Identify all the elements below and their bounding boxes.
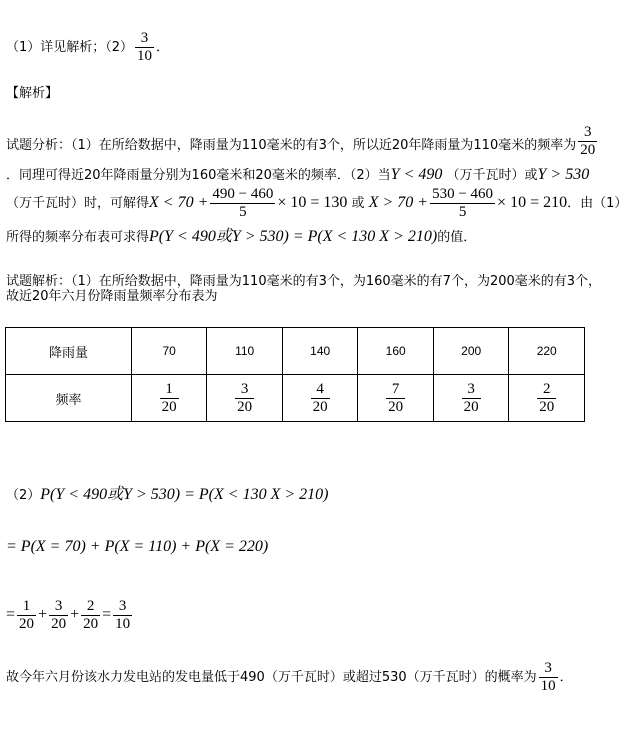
row-label-frequency: 频率	[6, 375, 132, 422]
eq3-fraction: $\frac{2}{20}$	[83, 598, 99, 632]
conclusion-line: 故今年六月份该水力发电站的发电量低于490（万千瓦时）或超过530（万千瓦时）的概率为 $\frac{3}{10}$ ．	[6, 660, 573, 694]
analysis-line-3: （万千瓦时）时，可解得X < 70 + $\frac{490 - 460}{5}$ × 10 = 130 或 X > 70 + $\frac{530 - 460}{5}$ × 10 = 210．由（1）	[6, 186, 628, 220]
rainfall-cell: 70	[131, 328, 207, 375]
answer-prefix: （1）详见解析；（2）	[6, 40, 134, 55]
analysis-line-2: ．同理可得近20年降雨量分别为160毫米和20毫米的频率．（2）当Y < 490 （万千瓦时）或Y > 530	[6, 166, 590, 183]
part2-eq1: （2）P(Y < 490或Y > 530) = P(X < 130 X > 210)	[6, 486, 329, 503]
analysis-fraction-3: $\frac{530 - 460}{5}$	[432, 186, 494, 220]
analysis-fraction-2: $\frac{490 - 460}{5}$	[212, 186, 274, 220]
frequency-table	[5, 327, 585, 422]
rainfall-cell: 140	[282, 328, 358, 375]
row-label-rainfall: 降雨量	[6, 328, 132, 375]
frequency-cell: $\frac{4}{20}$	[282, 375, 358, 422]
conclusion-fraction: $\frac{3}{10}$	[540, 660, 556, 694]
frequency-cell: $\frac{3}{20}$	[433, 375, 509, 422]
answer-line	[6, 30, 169, 65]
answer-end: ．	[156, 40, 170, 55]
table-row	[6, 375, 585, 422]
rainfall-cell: 220	[509, 328, 585, 375]
frequency-cell: $\frac{2}{20}$	[509, 375, 585, 422]
rainfall-cell: 110	[207, 328, 283, 375]
rainfall-cell: 160	[358, 328, 434, 375]
analysis-heading: 【解析】	[6, 86, 59, 101]
frequency-cell: $\frac{3}{20}$	[207, 375, 283, 422]
table-row	[6, 328, 585, 375]
solution-line-1: 试题解析：（1）在所给数据中，降雨量为110毫米的有3个，为160毫米的有7个，为200毫米的有3个，	[6, 274, 602, 289]
eq3-fraction: $\frac{3}{20}$	[51, 598, 67, 632]
frequency-cell: $\frac{1}{20}$	[131, 375, 207, 422]
part2-eq2: = P(X = 70) + P(X = 110) + P(X = 220)	[6, 538, 269, 555]
analysis-line-1: 试题分析：（1）在所给数据中，降雨量为110毫米的有3个，所以近20年降雨量为110毫米的频率为 $\frac{3}{20}$	[6, 124, 596, 158]
frequency-cell: $\frac{7}{20}$	[358, 375, 434, 422]
eq3-fraction: $\frac{3}{10}$	[115, 598, 131, 632]
solution-line-2: 故近20年六月份降雨量频率分布表为	[6, 289, 218, 304]
analysis-line-4: 所得的频率分布表可求得P(Y < 490或Y > 530) = P(X < 130 X > 210)的值．	[6, 228, 477, 245]
analysis-fraction-1: $\frac{3}{20}$	[580, 124, 596, 158]
rainfall-cell: 200	[433, 328, 509, 375]
part2-eq3: = $\frac{1}{20}$ + $\frac{3}{20}$ + $\frac{2}{20}$ = $\frac{3}{10}$	[6, 598, 131, 632]
eq3-fraction: $\frac{1}{20}$	[19, 598, 35, 632]
answer-fraction: $\frac{3}{10}$	[137, 30, 153, 64]
